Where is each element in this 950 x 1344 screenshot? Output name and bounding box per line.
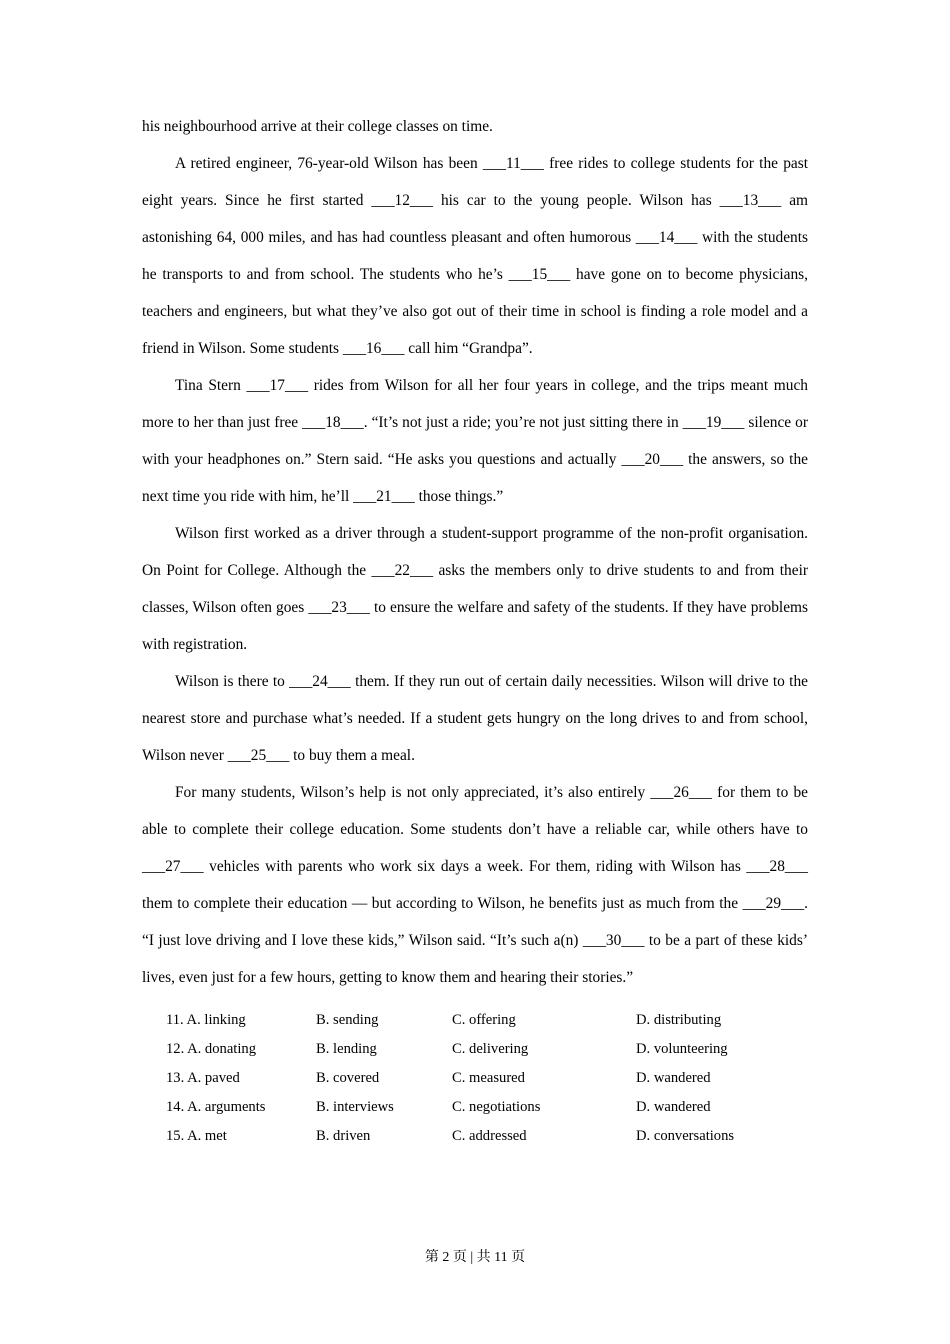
paragraph-tina-stern: Tina Stern ___17___ rides from Wilson for all her four years in college, and the trips meant much more to her than just free ___18___. “It’s not just a ride; you’re not just sitting there in ___19___ silence or with your headphones on.” Stern said. “He asks you questions and actually ___20___ the answers, so the next time you ride with him, he’ll ___21___ those things.” [142, 377, 808, 505]
question-row [166, 1035, 808, 1064]
option-c[interactable]: C. offering [452, 1012, 516, 1028]
option-a[interactable] [166, 1093, 316, 1122]
question-number: 13. [166, 1070, 185, 1086]
question-row [166, 1006, 808, 1035]
question-options-list [166, 1006, 808, 1151]
option-a-label: A. linking [186, 1012, 246, 1028]
option-a[interactable] [166, 1035, 316, 1064]
option-a[interactable] [166, 1064, 316, 1093]
option-c[interactable]: C. addressed [452, 1128, 527, 1144]
option-a-label: A. donating [187, 1041, 257, 1057]
question-row [166, 1122, 808, 1151]
option-d[interactable]: D. distributing [636, 1012, 722, 1028]
question-number: 14. [166, 1099, 185, 1115]
question-number: 15. [166, 1128, 185, 1144]
option-a-label: A. paved [187, 1070, 240, 1086]
option-a-label: A. arguments [187, 1099, 266, 1115]
passage-body [142, 108, 808, 996]
option-d[interactable]: D. conversations [636, 1128, 735, 1144]
paragraph-wilson-intro: A retired engineer, 76-year-old Wilson has been ___11___ free rides to college students for the past eight years. Since he first started ___12___ his car to the young people. Wilson has ___13___ am astonishing 64, 000 miles, and has had countless pleasant and often humorous ___14___ with the students he transports to and from school. The students who he’s ___15___ have gone on to become physicians, teachers and engineers, but what they’ve also got out of their time in school is finding a role model and a friend in Wilson. Some students ___16___ call him “Grandpa”. [142, 155, 808, 357]
question-number: 12. [166, 1041, 185, 1057]
option-b[interactable]: B. lending [316, 1041, 377, 1057]
option-b[interactable]: B. sending [316, 1012, 379, 1028]
option-d[interactable]: D. volunteering [636, 1041, 728, 1057]
option-a[interactable] [166, 1006, 316, 1035]
option-d[interactable]: D. wandered [636, 1070, 711, 1086]
question-row [166, 1064, 808, 1093]
option-b[interactable]: B. covered [316, 1070, 380, 1086]
paragraph-continued: his neighbourhood arrive at their college classes on time. [142, 118, 493, 135]
question-number: 11. [166, 1012, 184, 1028]
option-a[interactable] [166, 1122, 316, 1151]
option-c[interactable]: C. delivering [452, 1041, 529, 1057]
paragraph-necessities: Wilson is there to ___24___ them. If they run out of certain daily necessities. Wilson will drive to the nearest store and purchase what’s needed. If a student gets hungry on the long drives to and from school, Wilson never ___25___ to buy them a meal. [142, 673, 808, 764]
option-c[interactable]: C. negotiations [452, 1099, 541, 1115]
paragraph-programme: Wilson first worked as a driver through a student-support programme of the non-profit organisation. On Point for College. Although the ___22___ asks the members only to drive students to and from their classes, Wilson often goes ___23___ to ensure the welfare and safety of the students. If they have problems with registration. [142, 525, 808, 653]
option-c[interactable]: C. measured [452, 1070, 525, 1086]
question-row [166, 1093, 808, 1122]
option-d[interactable]: D. wandered [636, 1099, 711, 1115]
option-b[interactable]: B. interviews [316, 1099, 394, 1115]
page-footer: 第 2 页 | 共 11 页 [424, 1250, 526, 1265]
option-a-label: A. met [187, 1128, 227, 1144]
paragraph-appreciation: For many students, Wilson’s help is not only appreciated, it’s also entirely ___26___ for them to be able to complete their college education. Some students don’t have a reliable car, while others have to ___27___ vehicles with parents who work six days a week. For them, riding with Wilson has ___28___ them to complete their education — but according to Wilson, he benefits just as much from the ___29___. “I just love driving and I love these kids,” Wilson said. “It’s such a(n) ___30___ to be a part of these kids’ lives, even just for a few hours, getting to know them and hearing their stories.” [142, 784, 808, 986]
option-b[interactable]: B. driven [316, 1128, 371, 1144]
